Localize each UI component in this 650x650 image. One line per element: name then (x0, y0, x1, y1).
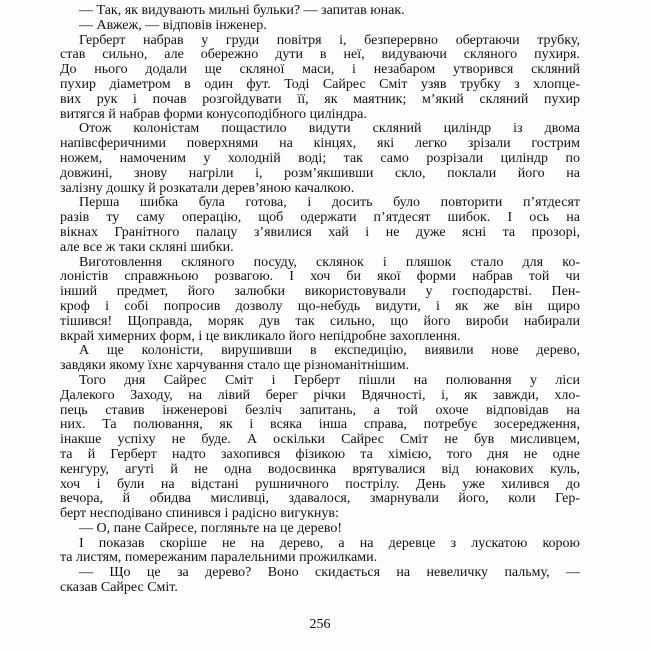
text-line: — О, пане Сайресе, погляньте на це дерево! (79, 520, 342, 536)
text-line: пець ставив інженерові безліч запитань, а той охоче відповідав на (60, 402, 580, 418)
text-line: та й Герберт надто захопився фізикою та хімією, того дня не одне (60, 446, 580, 462)
text-line: вечора, й обидва мисливці, здавалося, змарнували його, коли Гер- (60, 491, 580, 507)
text-line: І показав скоріше не на дерево, а на деревце з лускатою корою (79, 535, 580, 551)
text-line: — Так, як видувають мильні бульки? — запитав юнак. (79, 3, 405, 18)
text-line: кенгуру, агуті й не одна водосвинка врятувалися від юнакових куль, (60, 461, 580, 477)
text-line: інший предмет, його залюбки використовували у господарстві. Пен- (60, 284, 580, 300)
text-line: — Що це за дерево? Воно скидається на невеличку пальму, — (79, 565, 580, 581)
text-line: Перша шибка була готова, і досить було повторити п’ятдесят (79, 195, 580, 211)
text-line: Виготовлення скляного посуду, склянок і пляшок стало для ко- (79, 254, 580, 270)
text-line: Далекого Заходу, на лівий берег річки Вдячності, і, як завжди, хло- (60, 387, 580, 403)
text-line: вих рук і почав розгойдувати її, як маятник; м’який скляний пухир (60, 91, 580, 107)
text-line: та листям, помережаним паралельними прожилками. (60, 550, 378, 566)
text-line: А ще колоністи, вирушивши в експедицію, виявили нове дерево, (79, 343, 580, 359)
text-line: — Авжеж, — відповів інженер. (79, 17, 267, 33)
text-line: тішився! Щоправда, моряк дув так сильно, що його вироби набирали (60, 313, 580, 329)
text-line: залізну дошку й розкатали дерев’яною качалкою. (60, 180, 355, 196)
text-line: вікнах Гранітного палацу з’явилися хай і не дуже ясні та прозорі, (60, 224, 580, 240)
text-line: пухир діаметром в один фут. Тоді Сайрес Сміт узяв трубку з хлопце- (60, 76, 580, 92)
text-block (60, 4, 580, 596)
text-line: кроф і собі попросив дозволу що-небудь видути, і як же він щиро (60, 298, 580, 314)
text-line: хоч і були на відстані рушничного пострілу. День уже хилився до (60, 476, 580, 492)
text-line: завдяки якому їхнє харчування стало ще різноманітнішим. (60, 358, 410, 374)
text-line: До нього додали ще скляної маси, і незабаром утворився скляний (60, 62, 580, 78)
text-line: сказав Сайрес Сміт. (60, 580, 178, 596)
text-line: Отож колоністам пощастило видути скляний циліндр із двома (79, 121, 580, 137)
text-line: витягся й набрав форми конусоподібного циліндра. (60, 106, 367, 122)
text-line: довжині, знову нагріли і, розм’якшивши скло, поклали його на (60, 165, 580, 181)
text-line: Герберт набрав у груди повітря і, безперервно обертаючи трубку, (79, 32, 580, 48)
text-line: але все ж таки скляні шибки. (60, 239, 234, 255)
text-line: лоністів справжньою розвагою. І хоч би якої форми набрав той чи (60, 269, 580, 285)
text-line: напівсферичними поверхнями на кінцях, які легко зрізали гострим (60, 136, 580, 152)
text-line: вкрай химерних форм, і це викликало його непідробне захоплення. (60, 328, 461, 344)
text-line: Того дня Сайрес Сміт і Герберт пішли на полювання у ліси (79, 372, 580, 388)
text-line: ножем, намоченим у холодній воді; так само розрізали циліндр по (60, 150, 580, 166)
text-line: берт несподівано спинився і радісно вигукнув: (60, 506, 339, 522)
text-line: став сильно, але обережно дути в неї, видуваючи скляного пухиря. (60, 47, 580, 63)
text-line: разів ту саму операцію, щоб одержати п’ятдесят шибок. І ось на (60, 210, 580, 226)
page-number: 256 (309, 617, 331, 632)
text-line: інакше успіху не буде. А оскільки Сайрес Сміт не був мисливцем, (60, 432, 580, 448)
text-line: них. Та полювання, як і всяка інша справа, потребує зосередження, (60, 417, 580, 433)
